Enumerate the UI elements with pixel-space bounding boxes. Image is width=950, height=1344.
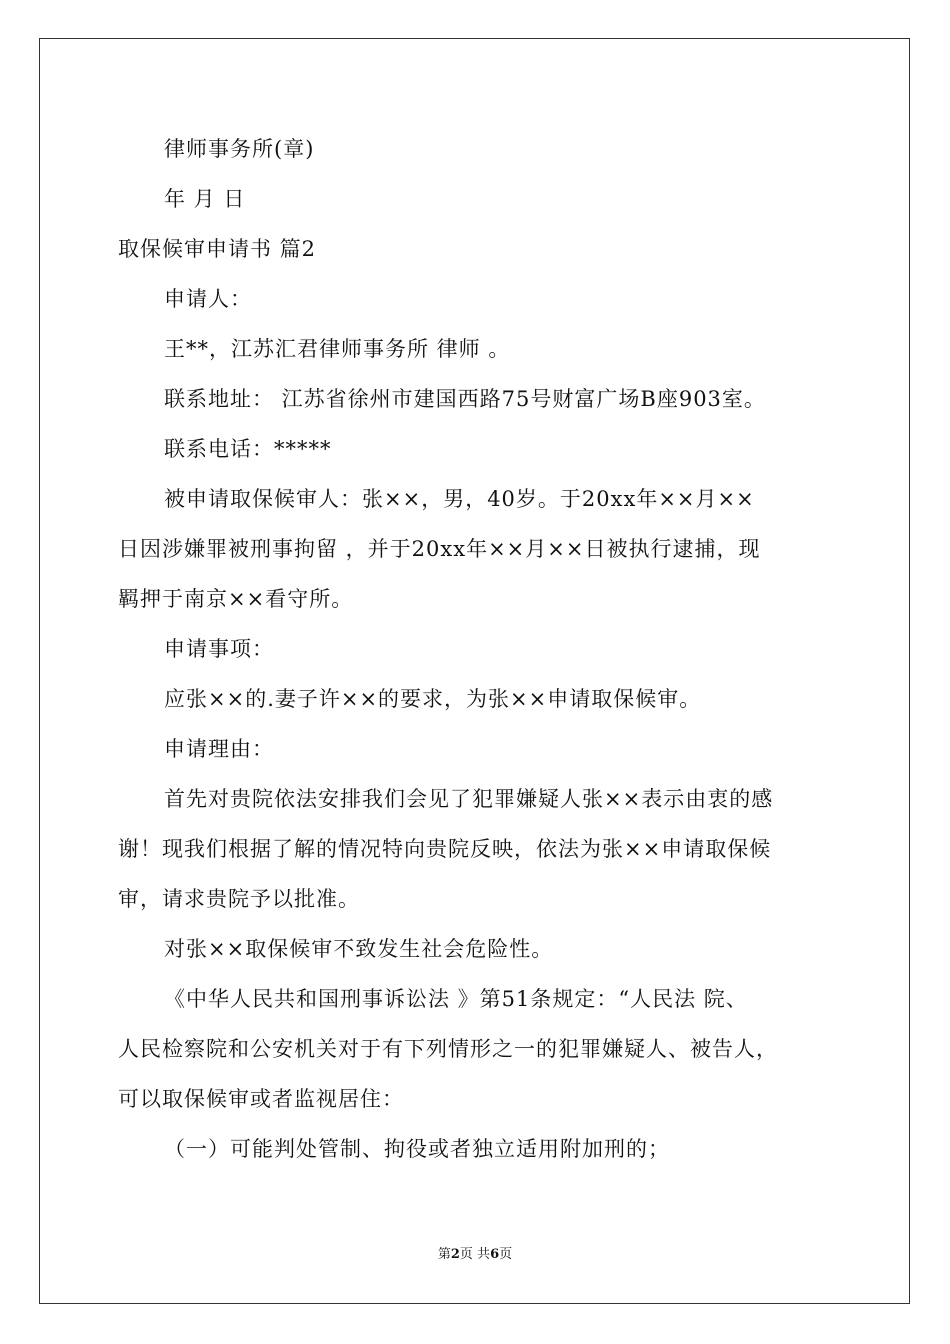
- law-clause-1: （一）可能判处管制、拘役或者独立适用附加刑的；: [164, 1137, 670, 1161]
- footer-total-pages: 6: [490, 1247, 500, 1262]
- no-danger-statement: 对张××取保候审不致发生社会危险性。: [164, 937, 554, 961]
- reasons-line-1: 首先对贵院依法安排我们会见了犯罪嫌疑人张××表示由衷的感: [164, 787, 774, 811]
- footer-prefix: 第: [437, 1247, 451, 1262]
- law-citation-line-1: 《中华人民共和国刑事诉讼法 》第51条规定：“人民法 院、: [164, 987, 748, 1011]
- reasons-line-3: 审，请求贵院予以批准。: [118, 887, 360, 911]
- footer-current-page: 2: [450, 1247, 460, 1262]
- respondent-line-3: 羁押于南京××看守所。: [118, 587, 354, 611]
- section-title: 取保候审申请书 篇2: [118, 237, 317, 261]
- footer-mid: 页 共: [459, 1247, 491, 1262]
- applicant-info: 王**，江苏汇君律师事务所 律师 。: [164, 337, 511, 361]
- law-citation-line-2: 人民检察院和公安机关对于有下列情形之一的犯罪嫌疑人、被告人，: [118, 1037, 778, 1061]
- law-citation-line-3: 可以取保候审或者监视居住：: [118, 1087, 404, 1111]
- reasons-line-2: 谢！现我们根据了解的情况特向贵院反映，依法为张××申请取保候: [118, 837, 772, 861]
- request-items-text: 应张××的.妻子许××的要求，为张××申请取保候审。: [164, 687, 702, 711]
- reasons-label: 申请理由：: [164, 737, 274, 761]
- page-number-footer: [0, 1246, 950, 1264]
- request-items-label: 申请事项：: [164, 637, 274, 661]
- page-border: [39, 38, 910, 1304]
- respondent-line-1: 被申请取保候审人：张××，男，40岁。于20xx年××月××: [164, 487, 755, 511]
- applicant-label: 申请人：: [164, 287, 252, 311]
- footer-suffix: 页: [499, 1247, 513, 1262]
- contact-phone: 联系电话：*****: [164, 437, 332, 461]
- contact-address: 联系地址： 江苏省徐州市建国西路75号财富广场B座903室。: [164, 387, 766, 411]
- law-firm-seal: 律师事务所(章): [164, 137, 315, 161]
- date-line: 年 月 日: [164, 187, 246, 211]
- respondent-line-2: 日因涉嫌罪被刑事拘留 ，并于20xx年××月××日被执行逮捕，现: [118, 537, 761, 561]
